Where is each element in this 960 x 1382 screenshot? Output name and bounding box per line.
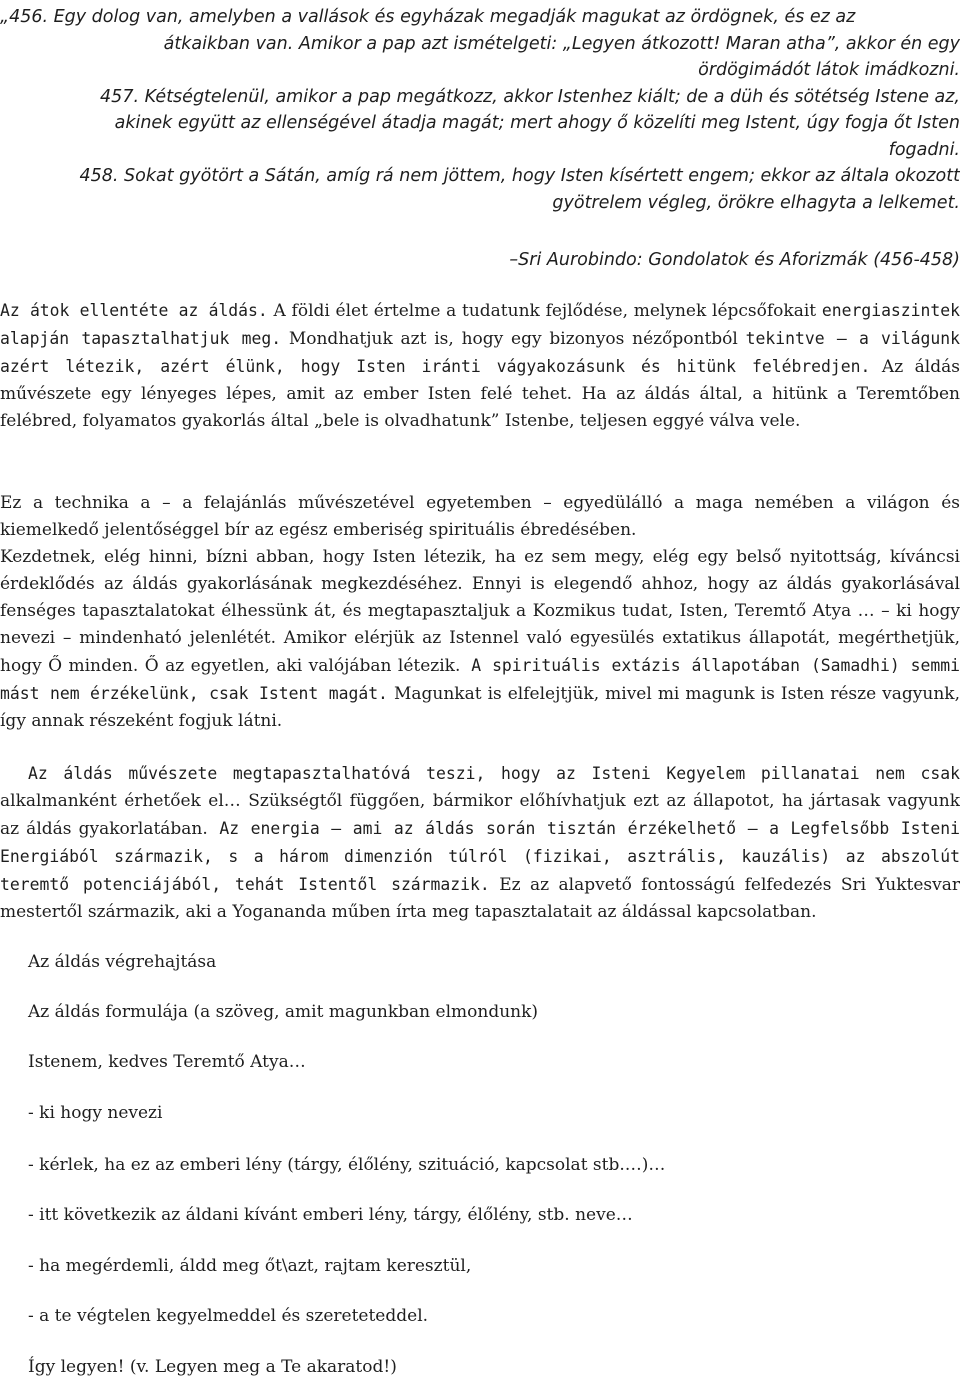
p3-part-a: Kezdetnek, elég hinni, bízni abban, hogy Isten létezik, ha ez sem megy, elég egy belső nyitottság, kíváncsi érdeklődés az áldás gyakorlásának megkezdéséhez. Ennyi is elegendő ahhoz, hogy az áldás gyakorlásával fenséges tapasztalatokat élhessünk át, és megtapasztaljuk a Kozmikus tudat, Isten, Teremtő Atya … – ki hogy nevezi – mindenható jelenlétét. Amikor elérjük az Istennel való egyesülés extatikus állapotát, megérthetjük, hogy Ő minden. Ő az egyetlen, aki valójában létezik. [0,547,960,676]
p4-part-c: Az energia – ami az áldás során tisztán érzékelhető – a Legfelsőbb Isteni Energiából származik, s a három dimenzión túlról (fizikai, asztrális, kauzális) az abszolút teremtő potenciájából, tehát Istentől származik. [0,819,960,894]
p3-part-c: Magunkat is elfelejtjük, mivel mi magunk is Isten része vagyunk, így annak részeként fogjuk látni. [0,684,960,731]
p3-part-b: A spirituális extázis állapotában (Samadhi) semmi mást nem érzékelünk, csak Istent magát. [0,656,960,703]
p1-part-a: Az átok ellentéte az áldás. [0,301,268,320]
paragraph-curse-and-blessing [0,297,960,435]
quote-457-line-1: 457. Kétségtelenül, amikor a pap megátkozz, akkor Istenhez kiált; de a düh és sötétség Istene az, [100,86,960,107]
quote-456-line-3: ördögimádót látok imádkozni. [698,60,960,80]
formula-line-5: - ha megérdemli, áldd meg őt\azt, rajtam keresztül, [28,1256,472,1276]
section-heading-execution: Az áldás végrehajtása [28,952,217,972]
p4-part-a: Az áldás művészete megtapasztalhatóvá teszi, hogy az Isteni Kegyelem pillanatai nem csak [28,764,960,783]
formula-line-7: Így legyen! (v. Legyen meg a Te akaratod!) [28,1357,397,1377]
formula-line-4: - itt következik az áldani kívánt emberi lény, tárgy, élőlény, stb. neve… [28,1205,633,1225]
formula-line-3: - kérlek, ha ez az emberi lény (tárgy, élőlény, szituáció, kapcsolat stb.…)… [28,1155,666,1175]
quote-456-line-1: „456. Egy dolog van, amelyben a vallások és egyházak megadják magukat az ördögnek, és ez az [0,7,856,27]
paragraph-art-of-blessing [0,760,960,926]
p1-part-b: A földi élet értelme a tudatunk fejlődése, melynek lépcsőfokait [267,301,817,321]
formula-line-2: - ki hogy nevezi [28,1103,163,1123]
p2-text: Ez a technika a – a felajánlás művészetével egyetemben – egyedülálló a maga nemében a világon és kiemelkedő jelentőséggel bír az egész emberiség spirituális ébredésében. [0,493,960,540]
p1-part-f: Az áldás művészete egy lényeges lépes, amit az ember Isten felé tehet. Ha az áldás által, a hitünk a Teremtőben felébred, folyamatos gyakorlás által „bele is olvadhatunk” Istenbe, teljesen eggyé válva vele. [0,357,960,431]
quote-457-line-3: fogadni. [888,139,960,160]
p1-part-d: Mondhatjuk azt is, hogy egy bizonyos nézőpontból [281,329,738,349]
p1-part-c: energiaszintek alapján tapasztalhatjuk meg. [0,301,960,348]
formula-line-1: Istenem, kedves Teremtő Atya… [28,1052,306,1072]
aphorism-quote-block [0,4,960,216]
p4-part-d: Ez az alapvető fontosságú felfedezés Sri Yuktesvar mestertől származik, aki a Yogananda műben írta meg tapasztalatait az áldással kapcsolatban. [0,875,960,922]
section-heading-formula: Az áldás formulája (a szöveg, amit magunkban elmondunk) [28,1002,539,1022]
paragraph-beginning [0,544,960,735]
quote-456-line-2: átkaikban van. Amikor a pap azt ismételgeti: „Legyen átkozott! Maran atha”, akkor én egy [163,33,960,54]
p1-part-e: tekintve – a világunk azért létezik, azért élünk, hogy Isten iránti vágyakozásunk és hitünk felébredjen. [0,329,960,376]
formula-line-6: - a te végtelen kegyelmeddel és szereteteddel. [28,1306,429,1326]
quote-458-line-2: gyötrelem végleg, örökre elhagyta a lelkemet. [552,192,960,213]
quote-458-line-1: 458. Sokat gyötört a Sátán, amíg rá nem jöttem, hogy Isten kísértett engem; ekkor az általa okozott [79,166,960,186]
quote-attribution: –Sri Aurobindo: Gondolatok és Aforizmák (456-458) [509,250,960,270]
paragraph-technique [0,490,960,544]
p4-part-b: alkalmanként érhetőek el… Szükségtől függően, bármikor előhívhatjuk ezt az állapotot, ha jártasak vagyunk az áldás gyakorlatában. [0,791,960,839]
quote-457-line-2: akinek együtt az ellenségével átadja magát; mert ahogy ő közelíti meg Istent, úgy fogja őt Isten [114,113,960,133]
